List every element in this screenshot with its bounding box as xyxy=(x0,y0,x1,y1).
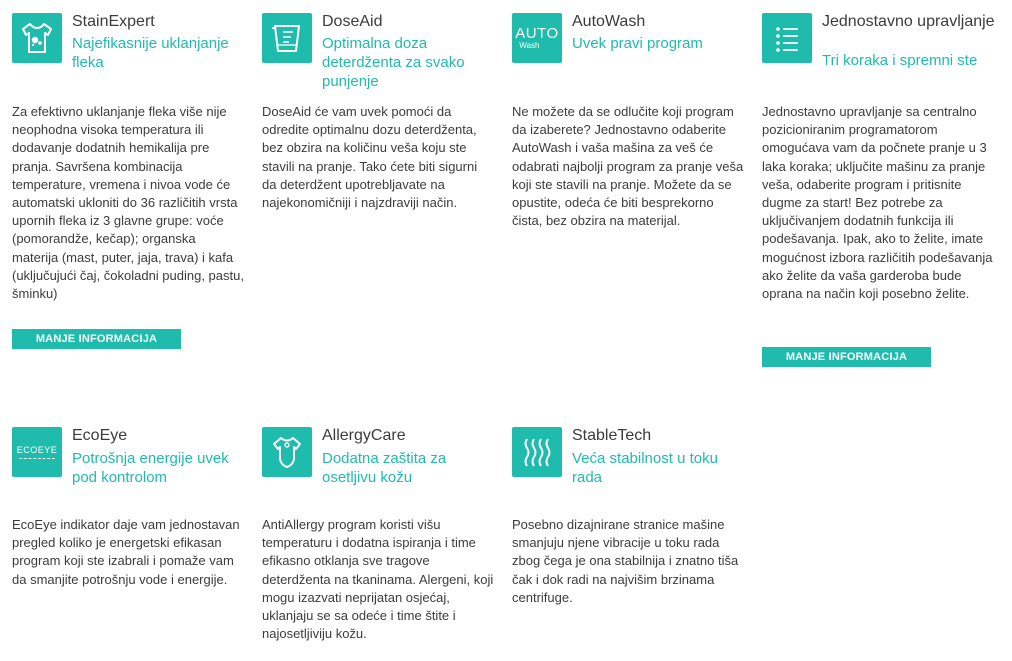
feature-subtitle: Tri koraka i spremni ste xyxy=(822,52,978,69)
feature-subtitle: Dodatna zaštita za osetljivu kožu xyxy=(322,450,447,486)
feature-title: EcoEye xyxy=(72,427,128,444)
feature-subtitle: Potrošnja energije uvek pod kontrolom xyxy=(72,450,229,486)
feature-description: EcoEye indikator daje vam jednostavan pregled koliko je energetski efikasan program koji ste izabrali i pomaže vam da smanjite potrošnju vode i energije. xyxy=(12,517,240,587)
auto-wash-icon xyxy=(512,13,562,63)
feature-title: DoseAid xyxy=(322,13,383,30)
auto-wash-icon-subtext: Wash xyxy=(519,41,540,50)
eco-eye-icon-text: ECOEYE xyxy=(16,445,58,455)
less-info-button[interactable]: MANJE INFORMACIJA xyxy=(762,347,931,367)
eco-eye-icon xyxy=(12,427,62,477)
detergent-cup-icon xyxy=(262,13,312,63)
feature-title: StainExpert xyxy=(72,13,155,30)
less-info-button[interactable]: MANJE INFORMACIJA xyxy=(12,329,181,349)
list-icon xyxy=(762,13,812,63)
feature-subtitle: Uvek pravi program xyxy=(572,35,703,52)
feature-description: Jednostavno upravljanje sa centralno pozicioniranim programatorom omogućava vam da počnete pranje u 3 laka koraka; uključite mašinu za pranje veša, odaberite program i pritisnite dugme za start! Bez potrebe za uključivanjem dodatnih funkcija ili podešavanja. Ipak, ako to želite, imate mogućnost izbora različitih podešavanja ako želite da vaša garderoba bude oprana na način koji posebno želite. xyxy=(762,104,993,302)
feature-title: AllergyCare xyxy=(322,427,406,444)
feature-description: Ne možete da se odlučite koji program da izaberete? Jednostavno odaberite AutoWash i vaša mašina za veš će odabrati najbolji program za pranje veša koji ste stavili na pranje. Možete da se opustite, odeća će biti besprekorno čista, bez obzira na materijal. xyxy=(512,104,744,229)
stain-shirt-icon xyxy=(12,13,62,63)
feature-title: AutoWash xyxy=(572,13,646,30)
feature-subtitle: Najefikasnije uklanjanje fleka xyxy=(72,35,229,71)
baby-onesie-icon xyxy=(262,427,312,477)
feature-subtitle: Optimalna doza deterdženta za svako punjenje xyxy=(322,35,465,90)
feature-description: Za efektivno uklanjanje fleka više nije neophodna visoka temperatura ili dodavanje dodatnih hemikalija pre pranja. Savršena kombinacija temperature, vremena i nivoa vode će automatski ukloniti do 36 različitih vrsta upornih fleka iz 3 glavne grupe: voće (pomorandže, kečap); organska materija (mast, puter, jaja, trava) i kafa (uključujući čaj, čokoladni puding, pastu, šminku) xyxy=(12,104,244,302)
feature-description: DoseAid će vam uvek pomoći da odredite optimalnu dozu deterdženta, bez obzira na količinu veša koju ste stavili na pranje. Tako ćete biti sigurni da deterdžent upotrebljavate na najekonomičniji i najzdraviji način. xyxy=(262,104,478,211)
feature-description: AntiAllergy program koristi višu temperaturu i dodatna ispiranja i time efikasno otklanja sve tragove deterdženta na tkaninama. Alergeni, koji mogu izazvati neprijatan osjećaj, uklanjaju se sa odeće i time štite i najosetljiviju kožu. xyxy=(262,517,494,642)
feature-title: StableTech xyxy=(572,427,652,444)
feature-description: Posebno dizajnirane stranice mašine smanjuju njene vibracije u toku rada zbog čega je ona stabilnija i znatno tiša čak i dok radi na najvišim brzinama centrifuge. xyxy=(512,517,739,605)
auto-wash-icon-text: AUTO xyxy=(515,25,559,42)
vibration-waves-icon xyxy=(512,427,562,477)
feature-title: Jednostavno upravljanje xyxy=(822,13,995,30)
feature-subtitle: Veća stabilnost u toku rada xyxy=(572,450,718,486)
